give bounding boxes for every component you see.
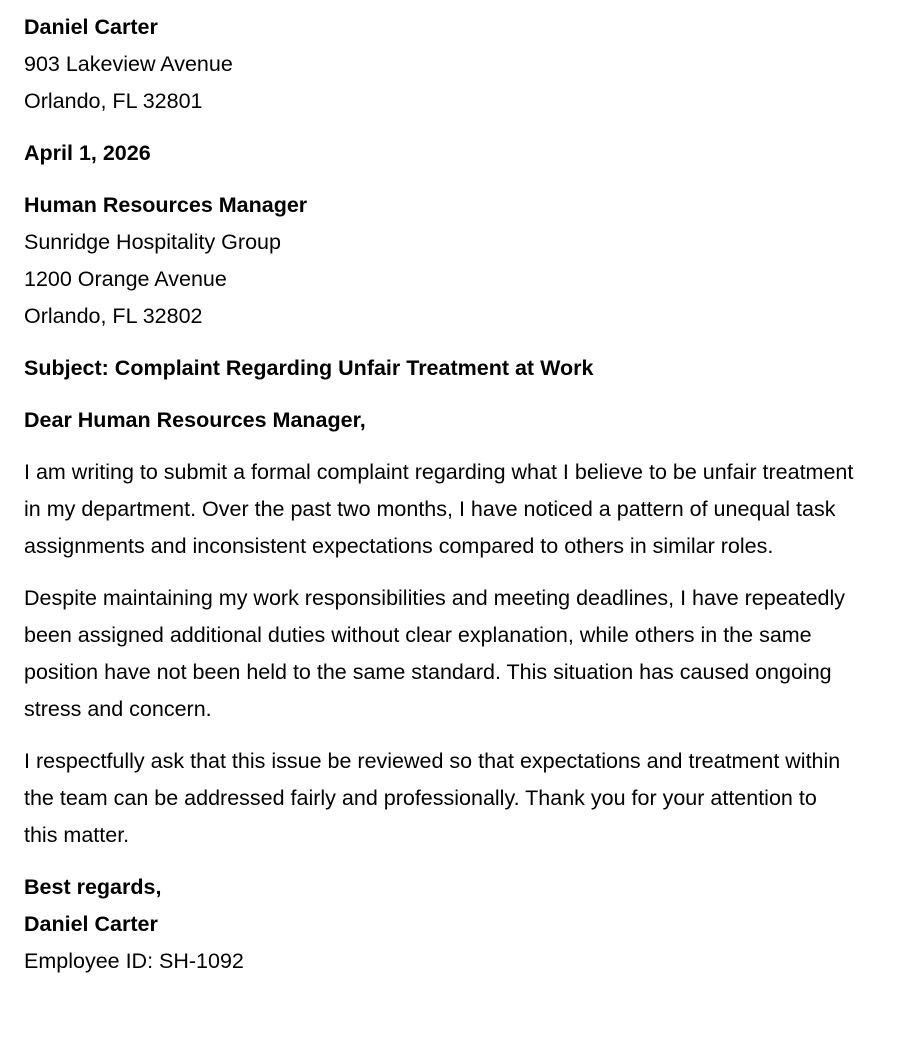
closing-block — [24, 869, 854, 980]
recipient-company: Sunridge Hospitality Group — [24, 230, 281, 254]
salutation: Dear Human Resources Manager, — [24, 408, 366, 432]
recipient-address-line-2: Orlando, FL 32802 — [24, 304, 203, 328]
subject-line: Subject: Complaint Regarding Unfair Treatment at Work — [24, 356, 594, 380]
recipient-address-block — [24, 187, 854, 335]
body-paragraph-1: I am writing to submit a formal complaint regarding what I believe to be unfair treatment in my department. Over the past two months, I have noticed a pattern of unequal task assignments and inconsistent expectations compared to others in similar roles. — [24, 460, 854, 558]
date-block — [24, 135, 854, 172]
body-paragraph-3: I respectfully ask that this issue be reviewed so that expectations and treatment within the team can be addressed fairly and professionally. Thank you for your attention to this matter. — [24, 749, 841, 847]
sender-address-line-1: 903 Lakeview Avenue — [24, 52, 233, 76]
body-paragraph-2: Despite maintaining my work responsibilities and meeting deadlines, I have repeatedly been assigned additional duties without clear explanation, while others in the same position have not been held to the same standard. This situation has caused ongoing stress and concern. — [24, 586, 846, 721]
sender-address-line-2: Orlando, FL 32801 — [24, 89, 203, 113]
recipient-title: Human Resources Manager — [24, 193, 308, 217]
letter-date: April 1, 2026 — [24, 141, 151, 165]
closing-signature-name: Daniel Carter — [24, 912, 158, 936]
recipient-address-line-1: 1200 Orange Avenue — [24, 267, 227, 291]
closing-employee-id: Employee ID: SH-1092 — [24, 949, 244, 973]
sender-name: Daniel Carter — [24, 15, 158, 39]
sender-address-block — [24, 9, 854, 120]
closing-signoff: Best regards, — [24, 875, 162, 899]
